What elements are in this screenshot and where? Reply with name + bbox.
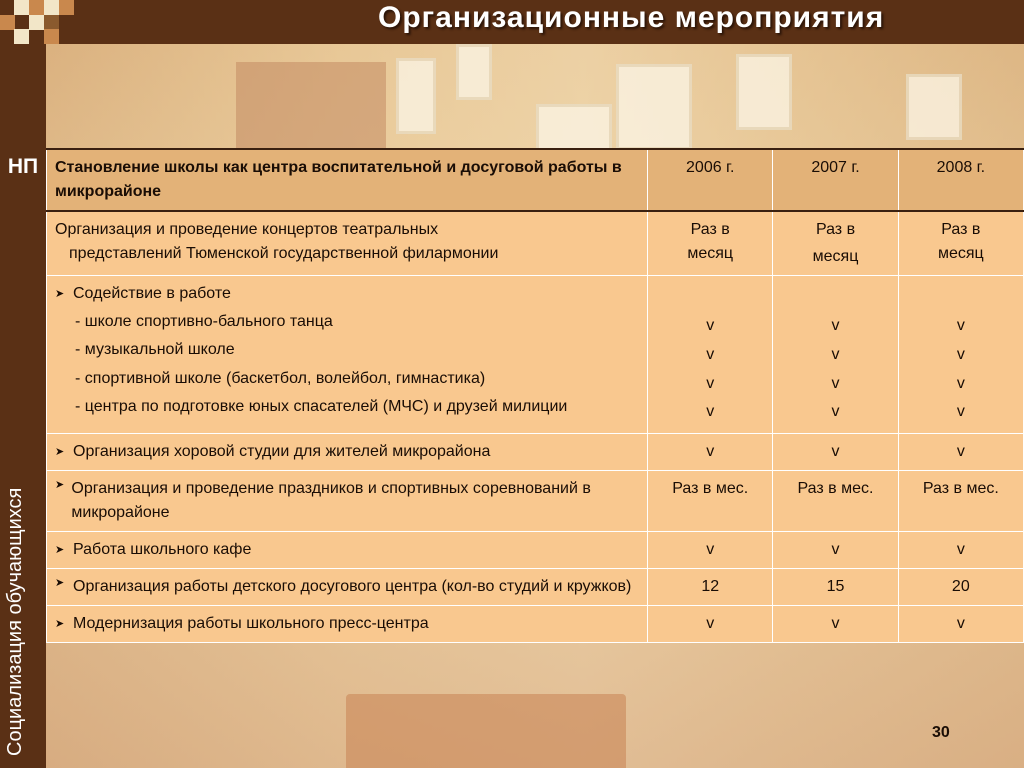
year-value-cell — [773, 211, 898, 276]
activity-cell — [47, 276, 648, 434]
check-mark: v — [956, 317, 965, 334]
year-value-cell: Раз в мес. — [773, 471, 898, 532]
activity-cell — [47, 532, 648, 569]
np-label: НП — [7, 155, 39, 178]
value-text: Раз в — [941, 221, 981, 238]
year-value-cell: v — [773, 532, 898, 569]
check-mark: v — [706, 403, 715, 421]
value-text: месяц — [812, 248, 859, 265]
activity-text: Организация хоровой студии для жителей микрорайона — [73, 443, 491, 461]
table-row — [47, 276, 1024, 434]
activity-text: Работа школьного кафе — [73, 541, 252, 559]
year-value-cell: Раз в мес. — [648, 471, 773, 532]
check-mark: v — [956, 403, 965, 421]
year-value-cell: v — [648, 434, 773, 471]
year-value-cell — [648, 276, 773, 434]
year-value-cell: 15 — [773, 569, 898, 606]
value-text: месяц — [937, 245, 984, 262]
header-cell-activity: Становление школы как центра воспитательной и досуговой работы в микрорайоне — [47, 149, 648, 211]
table-row — [47, 569, 1024, 606]
background-window — [616, 64, 692, 150]
table-row — [47, 434, 1024, 471]
activity-cell — [47, 211, 648, 276]
activities-table — [46, 148, 1024, 643]
background-window — [456, 44, 492, 100]
table-header-row — [47, 149, 1024, 211]
check-mark: v — [706, 374, 715, 392]
activity-text: представлений Тюменской государственной филармонии — [69, 245, 499, 262]
year-value-cell: v — [898, 606, 1023, 643]
year-value-cell: 20 — [898, 569, 1023, 606]
background-window — [906, 74, 962, 140]
page-number: 30 — [932, 724, 950, 741]
check-mark: v — [831, 345, 840, 363]
year-value-cell — [898, 276, 1023, 434]
year-value-cell — [773, 276, 898, 434]
check-mark: v — [956, 345, 965, 363]
arrow-bullet-icon: ➤ — [55, 577, 65, 590]
activity-cell — [47, 471, 648, 532]
value-text: Раз в — [815, 221, 856, 238]
year-value-cell: v — [648, 606, 773, 643]
year-value-cell: 12 — [648, 569, 773, 606]
background-window — [736, 54, 792, 130]
table-row — [47, 211, 1024, 276]
arrow-bullet-icon: ➤ — [55, 446, 65, 459]
decorative-squares — [0, 0, 76, 44]
background-planter — [346, 694, 626, 768]
year-value-cell — [648, 211, 773, 276]
table-row — [47, 532, 1024, 569]
activity-cell — [47, 606, 648, 643]
side-label: Социализация обучающихся — [4, 487, 26, 756]
value-text: Раз в — [690, 221, 730, 238]
value-text: месяц — [687, 245, 734, 262]
check-mark: v — [831, 317, 840, 334]
arrow-bullet-icon: ➤ — [55, 288, 65, 300]
activity-text: Организация и проведение праздников и спортивных соревнований в микрорайоне — [71, 480, 591, 522]
check-mark: v — [706, 317, 715, 334]
check-mark: v — [706, 345, 715, 363]
activity-cell — [47, 569, 648, 606]
activity-cell — [47, 434, 648, 471]
arrow-bullet-icon: ➤ — [55, 479, 65, 492]
year-value-cell: v — [898, 434, 1023, 471]
arrow-bullet-icon: ➤ — [55, 618, 65, 631]
check-mark: v — [831, 374, 840, 392]
year-value-cell — [898, 211, 1023, 276]
check-mark: v — [956, 374, 965, 392]
slide-title: Организационные мероприятия — [378, 1, 885, 34]
header-cell-year: 2006 г. — [648, 149, 773, 211]
sub-item: - спортивной школе (баскетбол, волейбол, гимнастика) — [75, 369, 486, 387]
header-cell-year: 2007 г. — [773, 149, 898, 211]
check-mark: v — [831, 403, 840, 421]
background-window — [396, 58, 436, 134]
activity-text: Организация и проведение концертов театральных — [55, 221, 439, 238]
year-value-cell: Раз в мес. — [898, 471, 1023, 532]
sub-item: - центра по подготовке юных спасателей (МЧС) и друзей милиции — [75, 397, 568, 415]
arrow-bullet-icon: ➤ — [55, 544, 65, 557]
sub-item: - музыкальной школе — [75, 341, 235, 359]
activity-text: Организация работы детского досугового центра (кол-во студий и кружков) — [73, 578, 632, 596]
year-value-cell: v — [898, 532, 1023, 569]
table-row — [47, 606, 1024, 643]
table-row — [47, 471, 1024, 532]
activity-text: Модернизация работы школьного пресс-центра — [73, 615, 429, 633]
year-value-cell: v — [648, 532, 773, 569]
sub-item: - школе спортивно-бального танца — [75, 313, 333, 331]
header-cell-year: 2008 г. — [898, 149, 1023, 211]
year-value-cell: v — [773, 434, 898, 471]
activity-text: Содействие в работе — [73, 285, 231, 302]
year-value-cell: v — [773, 606, 898, 643]
